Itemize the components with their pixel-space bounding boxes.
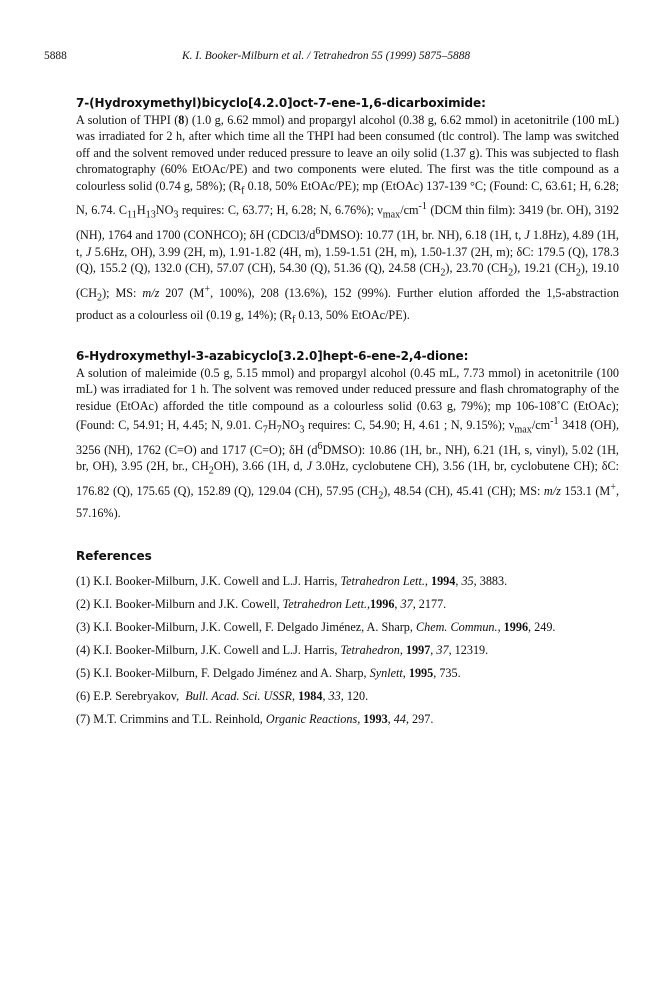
experimental-section-1	[76, 95, 619, 329]
experimental-section-2	[76, 348, 619, 522]
reference-item: (3) K.I. Booker-Milburn, J.K. Cowell, F. Delgado Jiménez, A. Sharp, Chem. Commun., 1996, 249.	[76, 619, 556, 634]
section-title: 6-Hydroxymethyl-3-azabicyclo[3.2.0]hept-6-ene-2,4-dione:	[76, 348, 469, 363]
reference-item: (6) E.P. Serebryakov, Bull. Acad. Sci. USSR, 1984, 33, 120.	[76, 688, 369, 703]
section-title: 7-(Hydroxymethyl)bicyclo[4.2.0]oct-7-ene-1,6-dicarboximide:	[76, 96, 486, 110]
references-title: References	[76, 548, 152, 563]
references-section	[76, 548, 619, 727]
reference-item: (2) K.I. Booker-Milburn and J.K. Cowell, Tetrahedron Lett.,1996, 37, 2177.	[76, 596, 447, 611]
section-body: A solution of THPI (8) (1.0 g, 6.62 mmol) and propargyl alcohol (0.38 g, 6.62 mmol) in acetonitrile (100 mL) was irradiated for 2 h, after which time all the THPI had been consumed (tlc control). The lamp was switched off and the solvent removed under reduced pressure to leave an oily solid (1.37 g). This was subjected to flash chromatography (60% EtOAc/PE) and two components were eluted. The first was the title compound as a colourless solid (0.74 g, 58%); ($R_f$ 0.18, 50% EtOAc/PE); mp (EtOAc) 137-139 °C; (Found: C, 63.61; H, 6.28; N, 6.74. $C_{11}H_{13}NO_3$ requires: C, 63.77; H, 6.28; N, 6.76%); $\nu_{max}/cm^{-1}$ (DCM thin film): 3419 (br. OH), 3192 (NH), 1764 and 1700 (CONHCO); δH $(CDCl3/d^6DMSO)$: 10.77 (1H, br. NH), 6.18 (1H, t, J 1.8Hz), 4.89 (1H, t, J 5.6Hz, OH), 3.99 (2H, m), 1.91-1.82 (4H, m), 1.59-1.51 (2H, m), 1.50-1.37 (2H, m); δC: 179.5 (Q), 178.3 (Q), 155.2 (Q), 132.0 (CH), 57.07 (CH), 54.30 (Q), 51.36 (Q), 24.58 $(CH_2)$, 23.70 $(CH_2)$, 19.21 $(CH_2)$, 19.10 $(CH_2)$; MS: m/z 207 (M+, 100%), 208 (13.6%), 152 (99%). Further elution afforded the 1,5-abstraction product as a colourless oil (0.19 g, 14%); ($R_f$ 0.13, 50% EtOAc/PE).	[76, 113, 620, 326]
reference-item: (7) M.T. Crimmins and T.L. Reinhold, Organic Reactions, 1993, 44, 297.	[76, 711, 434, 726]
page-header	[44, 50, 629, 66]
page-content	[76, 95, 619, 734]
section-body: A solution of maleimide (0.5 g, 5.15 mmol) and propargyl alcohol (0.45 mL, 7.73 mmol) in acetonitrile (100 mL) was irradiated for 1 h. The solvent was removed under reduced pressure and flash chromatography of the residue (EtOAc) afforded the title compound as a colourless solid (0.63 g, 79%); mp 106-108˚C (EtOAc); (Found: C, 54.91; H, 4.45; N, 9.01. $C_7H_7NO_3$ requires: C, 54.90; H, 4.61 ; N, 9.15%); $\nu_{max}/cm^{-1}$ 3418 (OH), 3256 (NH), 1762 (C=O) and 1717 (C=O); δH $(d^6DMSO)$: 10.86 (1H, br., NH), 6.21 (1H, s, vinyl), 5.02 (1H, br, OH), 3.95 (2H, br., $CH_2OH$), 3.66 (1H, d, J 3.0Hz, cyclobutene CH), 3.56 (1H, br, cyclobutene CH); δC: 176.82 (Q), 175.65 (Q), 152.89 (Q), 129.04 (CH), 57.95 $(CH_2)$, 48.54 (CH), 45.41 (CH); MS: m/z 153.1 (M+, 57.16%).	[76, 365, 619, 521]
reference-list	[76, 573, 619, 727]
reference-item: (4) K.I. Booker-Milburn, J.K. Cowell and L.J. Harris, Tetrahedron, 1997, 37, 12319.	[76, 642, 489, 657]
reference-item: (1) K.I. Booker-Milburn, J.K. Cowell and L.J. Harris, Tetrahedron Lett., 1994, 35, 3883.	[76, 573, 508, 588]
page-number: 5888	[44, 50, 67, 62]
running-head: K. I. Booker-Milburn et al. / Tetrahedron 55 (1999) 5875–5888	[182, 50, 471, 62]
reference-item: (5) K.I. Booker-Milburn, F. Delgado Jiménez and A. Sharp, Synlett, 1995, 735.	[76, 665, 461, 680]
